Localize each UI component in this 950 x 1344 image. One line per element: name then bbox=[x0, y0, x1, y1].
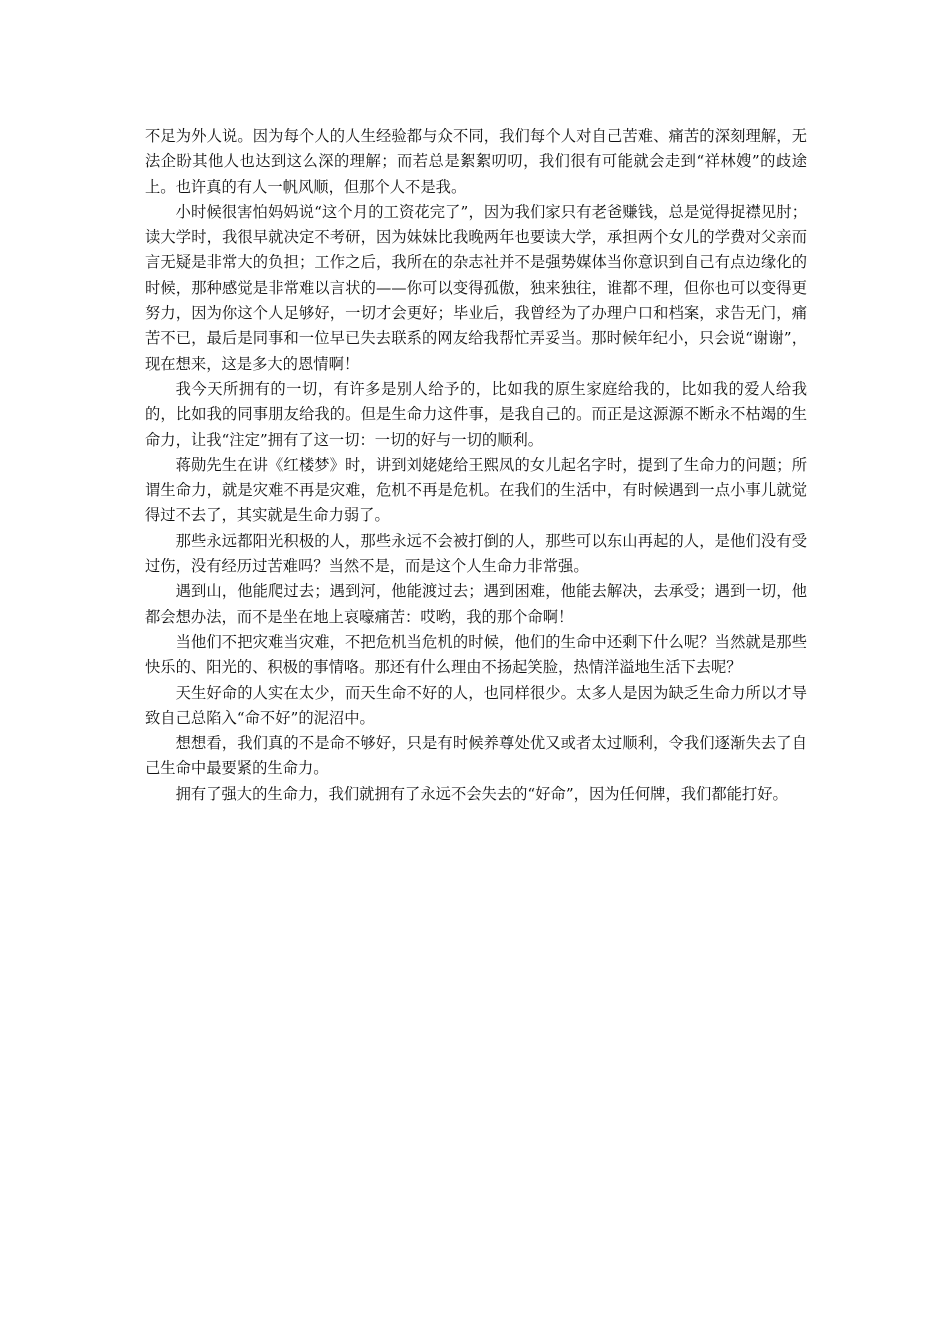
paragraph-7: 当他们不把灾难当灾难，不把危机当危机的时候，他们的生命中还剩下什么呢？当然就是那些快乐的、阳光的、积极的事情咯。那还有什么理由不扬起笑脸，热情洋溢地生活下去呢？ bbox=[145, 632, 807, 677]
paragraph-5: 那些永远都阳光积极的人，那些永远不会被打倒的人，那些可以东山再起的人，是他们没有受过伤，没有经历过苦难吗？当然不是，而是这个人生命力非常强。 bbox=[145, 531, 807, 576]
article-body bbox=[145, 124, 807, 807]
paragraph-10: 拥有了强大的生命力，我们就拥有了永远不会失去的“好命”，因为任何牌，我们都能打好。 bbox=[175, 784, 788, 803]
paragraph-1: 不足为外人说。因为每个人的人生经验都与众不同，我们每个人对自己苦难、痛苦的深刻理解，无法企盼其他人也达到这么深的理解；而若总是絮絮叨叨，我们很有可能就会走到“祥林嫂”的歧途上。也许真的有人一帆风顺，但那个人不是我。 bbox=[145, 127, 807, 196]
paragraph-9: 想想看，我们真的不是命不够好，只是有时候养尊处优又或者太过顺利，令我们逐渐失去了自己生命中最要紧的生命力。 bbox=[145, 734, 807, 778]
paragraph-3: 我今天所拥有的一切，有许多是别人给予的，比如我的原生家庭给我的，比如我的爱人给我的，比如我的同事朋友给我的。但是生命力这件事，是我自己的。而正是这源源不断永不枯竭的生命力，让我“注定”拥有了这一切：一切的好与一切的顺利。 bbox=[145, 379, 807, 449]
paragraph-8: 天生好命的人实在太少，而天生命不好的人，也同样很少。太多人是因为缺乏生命力所以才导致自己总陷入“命不好”的泥沼中。 bbox=[145, 683, 807, 727]
paragraph-4: 蒋勋先生在讲《红楼梦》时，讲到刘姥姥给王熙凤的女儿起名字时，提到了生命力的问题；所谓生命力，就是灾难不再是灾难，危机不再是危机。在我们的生活中，有时候遇到一点小事儿就觉得过不去了，其实就是生命力弱了。 bbox=[145, 455, 807, 525]
paragraph-6: 遇到山，他能爬过去；遇到河，他能渡过去；遇到困难，他能去解决，去承受；遇到一切，他都会想办法，而不是坐在地上哀嚎痛苦：哎哟，我的那个命啊！ bbox=[145, 582, 807, 626]
paragraph-2: 小时候很害怕妈妈说“这个月的工资花完了”，因为我们家只有老爸赚钱，总是觉得捉襟见肘；读大学时，我很早就决定不考研，因为妹妹比我晚两年也要读大学，承担两个女儿的学费对父亲而言无疑是非常大的负担；工作之后，我所在的杂志社并不是强势媒体当你意识到自己有点边缘化的时候，那种感觉是非常难以言状的——你可以变得孤傲，独来独往，谁都不理，但你也可以变得更努力，因为你这个人足够好，一切才会更好；毕业后，我曾经为了办理户口和档案，求告无门，痛苦不已，最后是同事和一位早已失去联系的网友给我帮忙弄妥当。那时候年纪小，只会说“谢谢”，现在想来，这是多大的恩情啊！ bbox=[145, 202, 807, 373]
